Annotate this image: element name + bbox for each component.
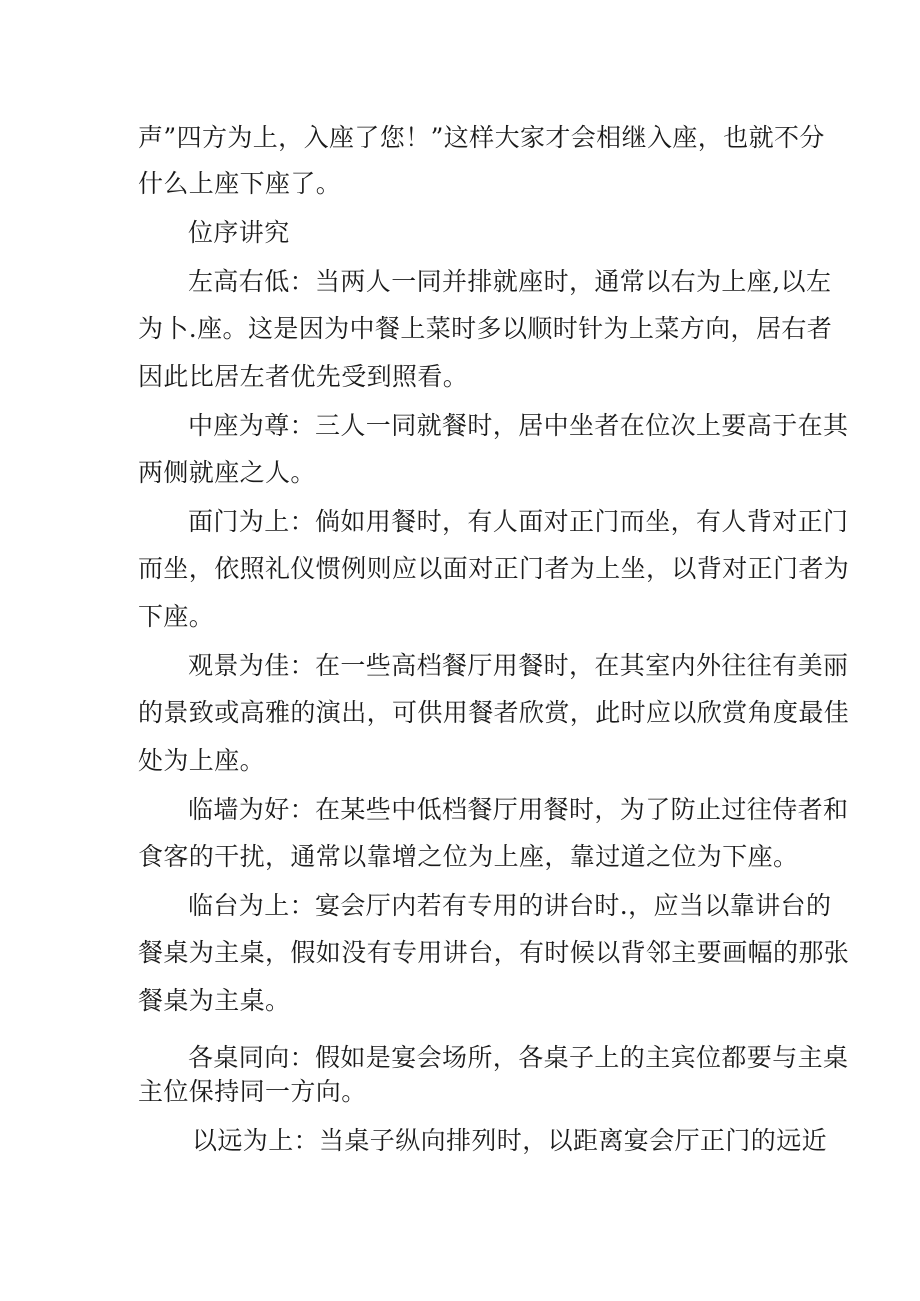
text-line: 餐桌为主桌，假如没有专用讲台，有时候以背邻主要画幅的那张 [138, 938, 850, 967]
text-line: 而坐，依照礼仪惯例则应以面对正门者为上坐，以背对正门者为 [138, 554, 850, 583]
text-line: 餐桌为主桌。 [138, 986, 291, 1015]
text-line: 观景为佳：在一些高档餐厅用餐时，在其室内外往往有美丽 [188, 651, 849, 680]
section-heading: 位序讲究 [188, 218, 290, 247]
text-line: 临台为上：宴会厅内若有专用的讲台时.，应当以靠讲台的 [188, 891, 832, 920]
text-line: 因此比居左者优先受到照看。 [138, 362, 469, 391]
text-line: 的景致或高雅的演出，可供用餐者欣赏，此时应以欣赏角度最佳 [138, 698, 850, 727]
text-line: 处为上座。 [138, 746, 266, 775]
text-line: 以远为上：当桌子纵向排列时，以距离宴会厅正门的远近 [192, 1126, 828, 1155]
text-line: 两侧就座之人。 [138, 458, 316, 487]
text-line: 左高右低：当两人一同并排就座时，通常以右为上座,以左 [188, 267, 832, 296]
text-line: 面门为上：倘如用餐时，有人面对正门而坐，有人背对正门 [188, 507, 849, 536]
text-line: 中座为尊：三人一同就餐时，居中坐者在位次上要高于在其 [188, 411, 849, 440]
text-line: 下座。 [138, 602, 215, 631]
text-line: 食客的干扰，通常以靠增之位为上座，靠过道之位为下座。 [138, 842, 799, 871]
text-line: 主位保持同一方向。 [138, 1077, 367, 1106]
text-line: 什么上座下座了。 [138, 169, 342, 198]
text-line: 为卜.座。这是因为中餐上菜时多以顺时针为上菜方向，居右者 [138, 314, 833, 343]
text-line: 声”四方为上，入座了您！”这样大家才会相继入座，也就不分 [138, 123, 825, 152]
text-line: 各桌同向：假如是宴会场所，各桌子上的主宾位都要与主桌 [188, 1043, 849, 1072]
text-line: 临墙为好：在某些中低档餐厅用餐时，为了防止过往侍者和 [188, 795, 849, 824]
